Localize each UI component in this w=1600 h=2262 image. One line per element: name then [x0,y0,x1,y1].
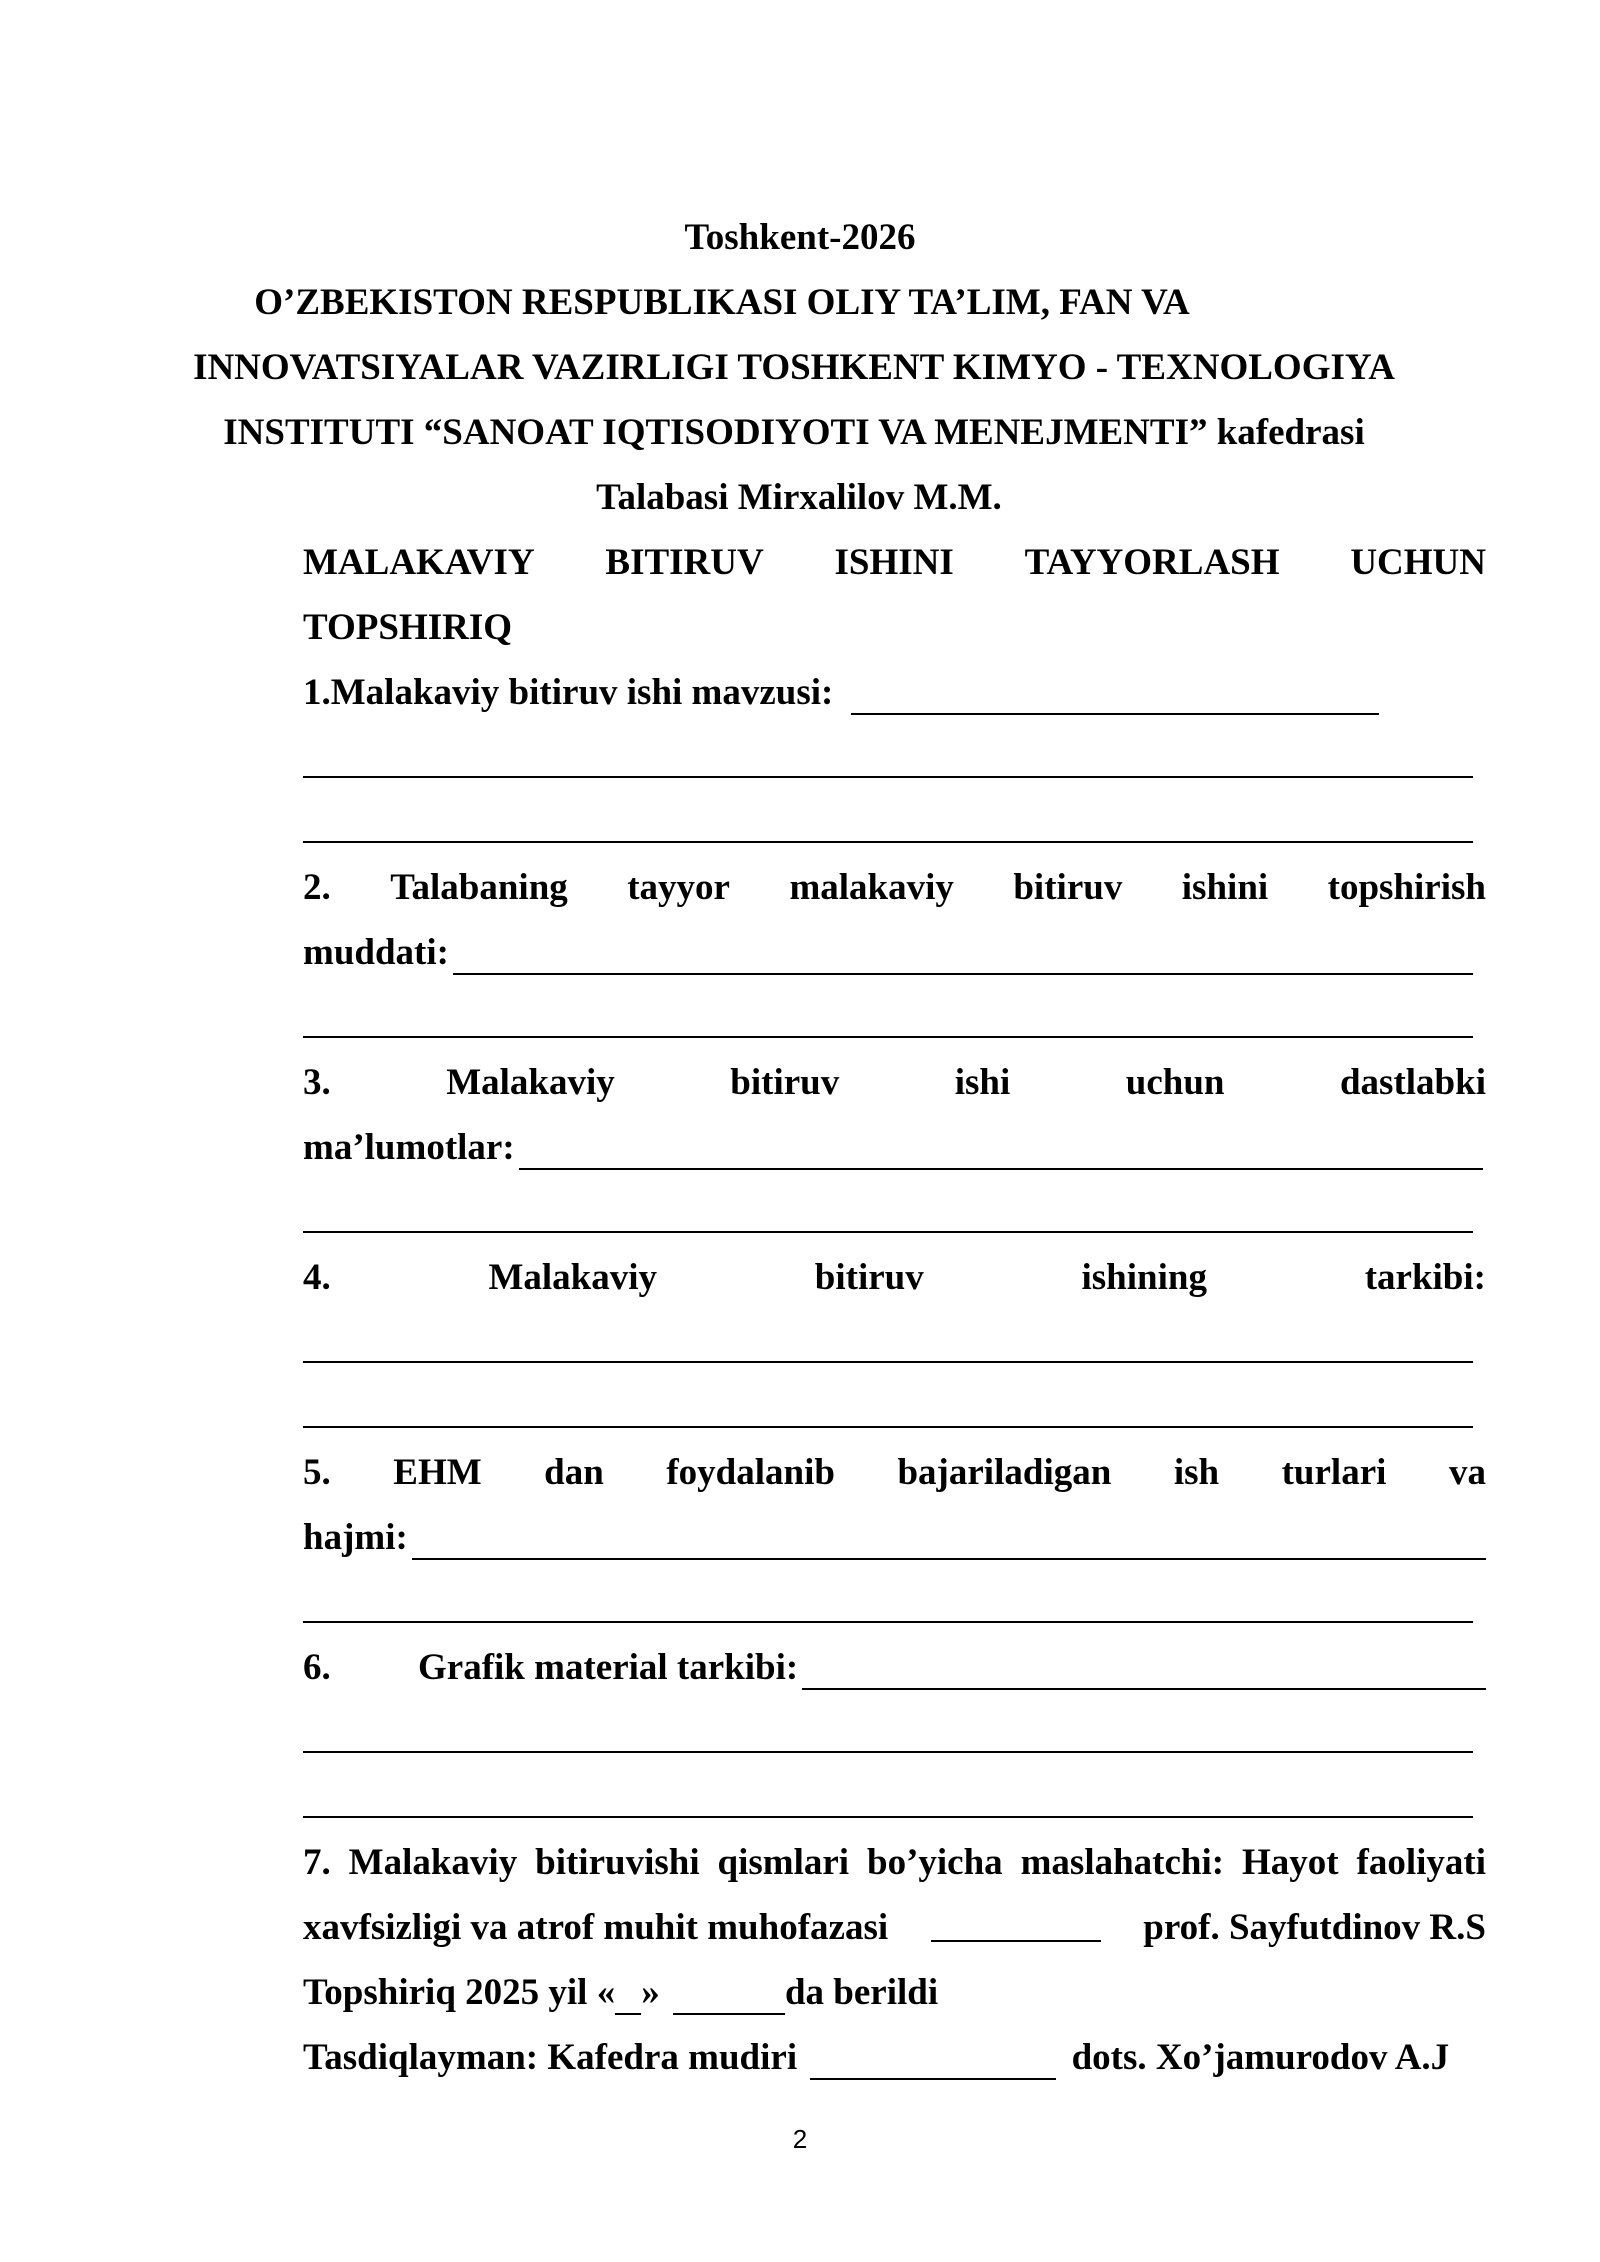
item-6-label: Grafik material tarkibi: [418,1647,799,1688]
item-7-signature-blank [931,1906,1101,1942]
item-2-cont: muddati: [303,932,449,973]
item-3-word: uchun [1125,1062,1225,1103]
title-word: TAYYORLASH [1024,542,1280,583]
item-6-blank [802,1654,1486,1690]
item-3-word: ishi [954,1062,1011,1103]
title-word: BITIRUV [605,542,764,583]
item-5-word: EHM [393,1452,482,1493]
issued-day-blank [615,1979,641,2015]
item-3-line-2 [303,1126,1483,1170]
item-4-num: 4. [303,1257,331,1298]
approve-line [303,2036,1486,2080]
item-7-consultant-name: prof. Sayfutdinov R.S [1143,1907,1486,1948]
item-7-line-2-text: xavfsizligi va atrof muhit muhofazasi [303,1907,889,1948]
item-3-rule [303,1231,1473,1233]
item-2-line-1 [303,866,1486,910]
item-4-word: Malakaviy [488,1257,658,1298]
institute-line-3: INSTITUTI “SANOAT IQTISODIYOTI VA MENEJMENTI” kafedrasi [223,412,1365,453]
item-2-num: 2. [303,867,331,908]
item-5-line-2 [303,1516,1486,1560]
item-3-line-1 [303,1061,1486,1105]
item-2-line-2 [303,931,1473,975]
item-5-blank [412,1524,1486,1560]
item-3-word: Malakaviy [446,1062,615,1103]
item-2-word: bitiruv [1013,867,1123,908]
item-4-rule-2 [303,1426,1473,1428]
item-6-rule-1 [303,1751,1473,1753]
item-7-word: maslahatchi: [1020,1842,1225,1883]
item-5-word: bajariladigan [897,1452,1112,1493]
title-line-1 [303,541,1486,585]
page-number: 2 [792,2124,808,2154]
item-5-word: dan [544,1452,604,1493]
item-7-word: faoliyati [1356,1842,1486,1883]
item-7-word: Hayot [1242,1842,1339,1883]
item-5-cont: hajmi: [303,1517,408,1558]
title-word: MALAKAVIY [303,542,535,583]
item-7-word: bitiruvishi [535,1842,700,1883]
item-3-word: bitiruv [730,1062,840,1103]
item-1 [303,671,1486,715]
ministry-line-1: O’ZBEKISTON RESPUBLIKASI OLIY TA’LIM, FAN VA [254,282,1190,323]
title-word: UCHUN [1350,542,1486,583]
item-3-blank [519,1134,1483,1170]
item-1-blank [851,679,1379,715]
item-4-word: tarkibi: [1364,1257,1486,1298]
item-2-blank [453,939,1473,975]
item-5-word: foydalanib [666,1452,835,1493]
issued-prefix: Topshiriq 2025 yil « [303,1972,616,2013]
item-2-word: topshirish [1327,867,1486,908]
item-4-rule-1 [303,1361,1473,1363]
item-5-rule [303,1621,1473,1623]
item-2-word: Talabaning [390,867,568,908]
item-2-word: malakaviy [789,867,954,908]
issued-line [303,1971,1486,2015]
item-6-rule-2 [303,1816,1473,1818]
item-4-line-1 [303,1256,1486,1300]
item-5-num: 5. [303,1452,331,1493]
item-6-line-1 [303,1646,1486,1690]
item-1-rule-1 [303,776,1473,778]
approve-signature-blank [810,2044,1056,2080]
item-5-line-1 [303,1451,1486,1495]
issued-month-blank [673,1979,785,2015]
item-7-line-1 [303,1841,1486,1885]
item-4-word: bitiruv [814,1257,924,1298]
item-5-word: va [1448,1452,1486,1493]
approve-name: dots. Xo’jamurodov A.J [1071,2037,1450,2078]
title-word: ISHINI [834,542,954,583]
issued-suffix: da berildi [784,1972,939,2013]
item-7-word: 7. [303,1842,331,1883]
approve-label: Tasdiqlayman: Kafedra mudiri [303,2037,798,2078]
issued-mid: » [641,1972,660,2013]
ministry-line-2: INNOVATSIYALAR VAZIRLIGI TOSHKENT KIMYO - TEXNOLOGIYA [193,347,1395,388]
item-3-num: 3. [303,1062,331,1103]
item-5-word: ish [1173,1452,1220,1493]
item-2-word: ishini [1181,867,1269,908]
city-year: Toshkent-2026 [684,217,916,258]
item-3-cont: ma’lumotlar: [303,1127,515,1168]
item-4-word: ishining [1081,1257,1207,1298]
item-3-word: dastlabki [1339,1062,1486,1103]
item-6-num: 6. [303,1647,331,1688]
item-1-rule-2 [303,841,1473,843]
item-5-word: turlari [1281,1452,1387,1493]
item-2-word: tayyor [627,867,730,908]
item-1-label: 1.Malakaviy bitiruv ishi mavzusi: [303,672,834,713]
title-line-2: TOPSHIRIQ [303,607,513,648]
item-7-line-2 [303,1906,1486,1950]
student-name: Talabasi Mirxalilov M.M. [596,477,1002,518]
item-7-word: qismlari [717,1842,850,1883]
item-7-word: Malakaviy [348,1842,518,1883]
item-2-rule [303,1036,1473,1038]
item-7-word: bo’yicha [867,1842,1003,1883]
